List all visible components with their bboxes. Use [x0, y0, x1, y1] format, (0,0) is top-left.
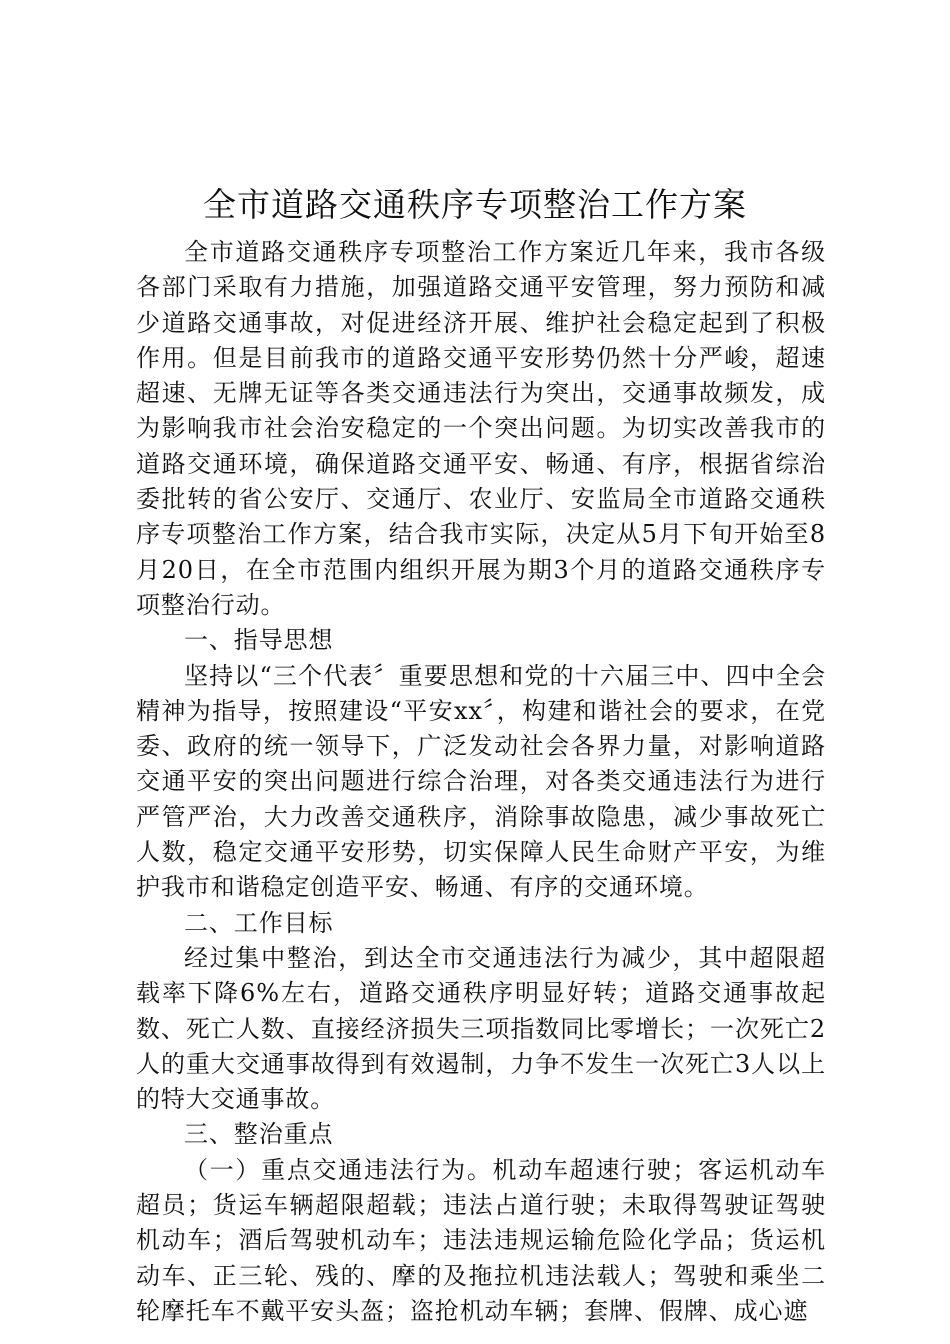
document-title: 全市道路交通秩序专项整治工作方案	[203, 185, 747, 224]
section-heading-key-points: 三、整治重点	[184, 1120, 334, 1149]
section-heading-work-goals: 二、工作目标	[184, 908, 334, 937]
guiding-thought-paragraph: 坚持以“三个代表〞重要思想和党的十六届三中、四中全会精神为指导，按照建设“平安xx〞，构建和谐社会的要求，在党委、政府的统一领导下，广泛发动社会各界力量，对影响道路交通平安的突出问题进行综合治理，对各类交通违法行为进行严管严治，大力改善交通秩序，消除事故隐患，减少事故死亡人数，稳定交通平安形势，切实保障人民生命财产平安，为维护我市和谐稳定创造平安、畅通、有序的交通环境。	[136, 661, 826, 902]
key-points-item-1: （一）重点交通违法行为。机动车超速行驶；客运机动车超员；货运车辆超限超载；违法占道行驶；未取得驾驶证驾驶机动车；酒后驾驶机动车；违法违规运输危险化学品；货运机动车、正三轮、残的、摩的及拖拉机违法载人；驾驶和乘坐二轮摩托车不戴平安头盔；盗抢机动车辆；套牌、假牌、成心遮	[136, 1155, 826, 1325]
intro-paragraph: 全市道路交通秩序专项整治工作方案近几年来，我市各级各部门采取有力措施，加强道路交通平安管理，努力预防和减少道路交通事故，对促进经济开展、维护社会稳定起到了积极作用。但是目前我市的道路交通平安形势仍然十分严峻，超速超速、无牌无证等各类交通违法行为突出，交通事故频发，成为影响我市社会治安稳定的一个突出问题。为切实改善我市的道路交通环境，确保道路交通平安、畅通、有序，根据省综治委批转的省公安厅、交通厅、农业厅、安监局全市道路交通秩序专项整治工作方案，结合我市实际，决定从5月下旬开始至8月20日，在全市范围内组织开展为期3个月的道路交通秩序专项整治行动。	[136, 238, 826, 619]
document-body	[136, 235, 826, 1329]
work-goals-paragraph: 经过集中整治，到达全市交通违法行为减少，其中超限超载率下降6%左右，道路交通秩序明显好转；道路交通事故起数、死亡人数、直接经济损失三项指数同比零增长；一次死亡2人的重大交通事故得到有效遏制，力争不发生一次死亡3人以上的特大交通事故。	[136, 943, 826, 1114]
section-heading-guiding-thought: 一、指导思想	[184, 626, 334, 655]
